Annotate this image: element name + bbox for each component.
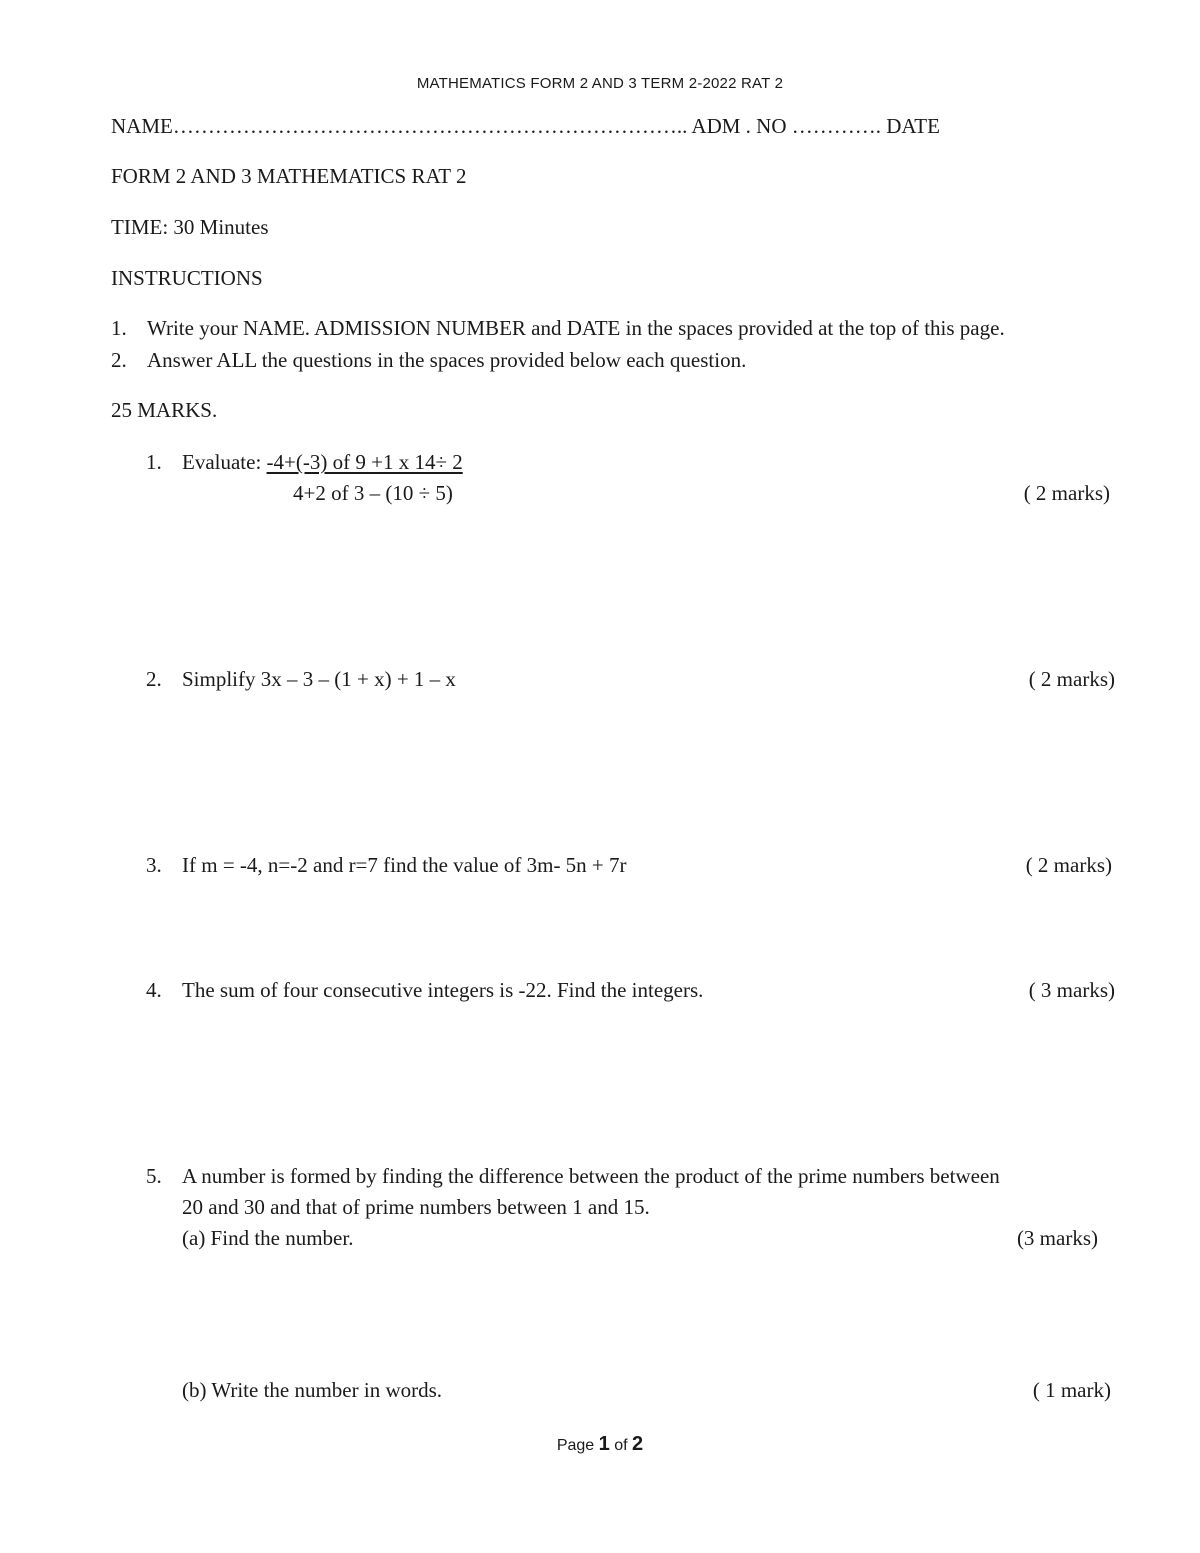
instruction-number: 2. <box>111 348 127 372</box>
question-3-marks: ( 2 marks) <box>1025 853 1112 877</box>
question-1-prefix: Evaluate: <box>182 450 267 474</box>
footer-page-number: 1 <box>598 1433 610 1455</box>
instruction-text: Answer ALL the questions in the spaces provided below each question. <box>147 348 747 372</box>
question-number: 1. <box>146 450 162 474</box>
question-5-part-b-marks: ( 1 mark) <box>1032 1378 1111 1402</box>
question-1-numerator: -4+(-3) of 9 +1 x 14÷ 2 <box>266 450 463 474</box>
question-5-part-a-marks: (3 marks) <box>1016 1226 1098 1250</box>
total-marks: 25 MARKS. <box>111 398 218 422</box>
question-1-denominator: 4+2 of 3 – (10 ÷ 5) <box>293 481 453 505</box>
instructions-heading: INSTRUCTIONS <box>111 266 263 290</box>
question-3-text: If m = -4, n=-2 and r=7 find the value of 3m- 5n + 7r <box>182 853 627 877</box>
question-5-part-b: (b) Write the number in words. <box>182 1378 443 1402</box>
page-header-title: MATHEMATICS FORM 2 AND 3 TERM 2-2022 RAT 2 <box>416 75 784 92</box>
footer-page-total: 2 <box>632 1433 644 1455</box>
question-1-numerator-line <box>182 452 463 473</box>
question-4-marks: ( 3 marks) <box>1028 978 1115 1002</box>
exam-time: TIME: 30 Minutes <box>111 215 269 239</box>
footer-of-word: of <box>614 1437 628 1454</box>
question-number: 2. <box>146 667 162 691</box>
instruction-number: 1. <box>111 316 127 340</box>
question-1-marks: ( 2 marks) <box>1023 481 1110 505</box>
question-5-part-a: (a) Find the number. <box>182 1226 354 1250</box>
instruction-text: Write your NAME. ADMISSION NUMBER and DATE in the spaces provided at the top of this page. <box>147 316 1005 340</box>
question-5-line-1: A number is formed by finding the difference between the product of the prime numbers between <box>182 1164 1000 1188</box>
question-number: 5. <box>146 1164 162 1188</box>
question-number: 3. <box>146 853 162 877</box>
question-number: 4. <box>146 978 162 1002</box>
footer-page-word: Page <box>556 1437 595 1454</box>
page-footer <box>0 1434 1200 1454</box>
name-adm-date-line: NAME……………………………………………………………….. ADM . NO …………. DATE <box>111 114 940 138</box>
question-2-text: Simplify 3x – 3 – (1 + x) + 1 – x <box>182 667 456 691</box>
question-4-text: The sum of four consecutive integers is -22. Find the integers. <box>182 978 704 1002</box>
question-5-line-2: 20 and 30 and that of prime numbers between 1 and 15. <box>182 1195 650 1219</box>
question-2-marks: ( 2 marks) <box>1028 667 1115 691</box>
exam-title: FORM 2 AND 3 MATHEMATICS RAT 2 <box>111 164 467 188</box>
